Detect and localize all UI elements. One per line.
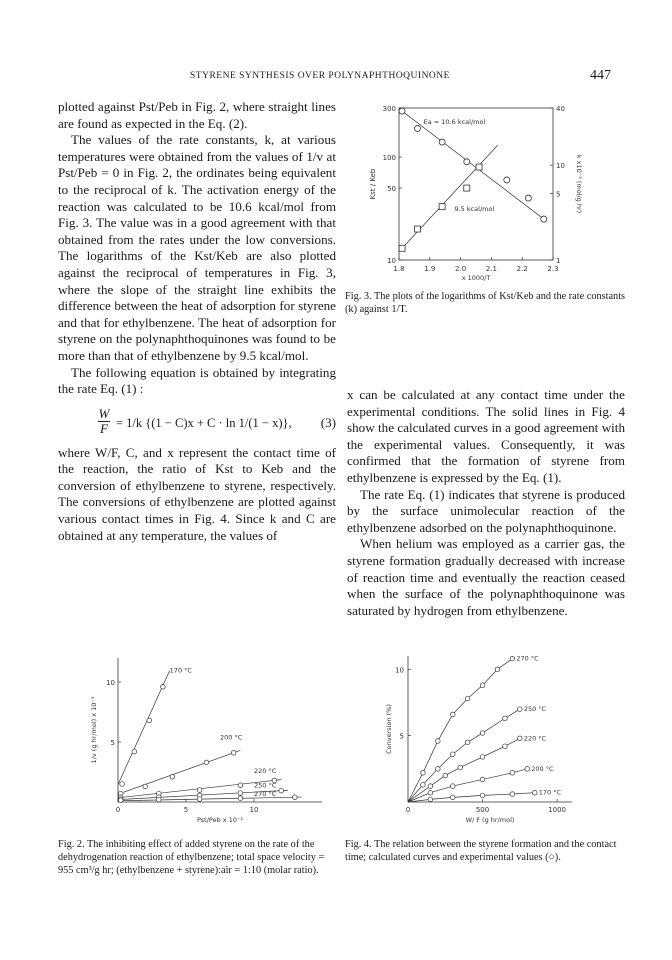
fig2-point	[231, 751, 236, 756]
fig2-point	[293, 795, 298, 800]
fig4-point	[450, 752, 455, 757]
fig4-point	[525, 767, 530, 772]
fig4-point	[428, 784, 433, 789]
fig4-point	[518, 707, 523, 712]
fig4-point	[450, 784, 455, 789]
fig2-point	[170, 775, 175, 780]
fig3-y-tick-label: 10	[387, 257, 396, 265]
fig4-point	[495, 667, 500, 672]
fig3-point-circle	[414, 125, 420, 131]
fig3-point-square	[399, 245, 405, 251]
fig3-x-tick-label: 1.9	[424, 265, 436, 273]
figure-2-chart	[82, 650, 342, 835]
figure-4-caption: Fig. 4. The relation between the styrene formation and the contact time; calculated curves and experimental values (○).	[345, 839, 617, 863]
fig4-series-label: 220 °C	[523, 734, 547, 743]
fig3-point-circle	[464, 159, 470, 165]
fig2-point	[204, 760, 209, 765]
fig4-y-tick-label: 10	[395, 666, 404, 675]
fig4-y-axis-label: Conversion (%)	[385, 704, 393, 754]
fig4-point	[518, 736, 523, 741]
fig2-y-tick-label: 5	[110, 739, 115, 747]
fig2-series-label: 220 °C	[254, 767, 277, 776]
fig4-point	[458, 765, 463, 770]
fig3-plot-frame	[399, 108, 553, 260]
fig3-y2-tick-label: 1	[556, 257, 561, 265]
fig3-point-square	[464, 185, 470, 191]
fig4-point	[443, 773, 448, 778]
fig3-point-circle	[541, 216, 547, 222]
fig2-point	[197, 797, 202, 802]
fig3-x-axis-label: x 1000/T	[461, 274, 491, 282]
fig4-series-label: 170 °C	[538, 788, 561, 797]
equation-rhs: = 1/k {(1 − C)x + C · ln 1/(1 − x)},	[116, 415, 292, 430]
fig4-point	[510, 656, 515, 661]
fig4-point	[532, 790, 537, 795]
fig2-point	[238, 791, 243, 796]
fig3-y-tick-label: 50	[387, 185, 396, 194]
fig4-point	[428, 790, 433, 795]
fig2-x-tick-label: 10	[249, 806, 259, 814]
fig4-point	[510, 771, 515, 776]
fig4-point	[450, 795, 455, 800]
fig3-annotation-ea: Ea = 10.6 kcal/mol	[423, 117, 486, 126]
right-paragraph-2: The rate Eq. (1) indicates that styrene is produced by the surface unimolecular reaction of the ethylbenzene adsorbed on the polynaphthoquinone.	[347, 486, 625, 535]
fig4-x-axis-label: W/ F (g hr/mol)	[465, 816, 515, 824]
fig2-x-tick-label: 0	[115, 806, 121, 814]
fig4-curve	[408, 709, 520, 802]
fig3-y2-tick-label: 5	[556, 190, 561, 199]
equation-3	[58, 407, 336, 437]
fig3-x-tick-label: 2.3	[547, 265, 559, 273]
equation-lhs-num: W	[98, 405, 110, 421]
fig4-point	[480, 755, 485, 760]
fig4-point	[436, 739, 441, 744]
fig4-point	[465, 696, 470, 701]
fig4-series-label: 270 °C	[516, 654, 539, 663]
right-column	[347, 387, 625, 619]
fig3-point-square	[439, 204, 445, 210]
fig3-y-tick-label: 100	[382, 154, 396, 163]
fig4-x-tick-label: 0	[405, 806, 411, 814]
fig3-point-square	[476, 164, 482, 170]
fig4-x-tick-label: 1000	[548, 806, 567, 814]
left-paragraph-2: The values of the rate constants, k, at various temperatures were obtained from the values of 1/v at Pst/Peb = 0 in Fig. 2, the ordinates being equivalent to the reciprocal of k. The activation energy of the reaction was calculated to be 10.6 kcal/mol from Fig. 3. The value was in a good agreement with that obtained from the rates under the low conversions. The logarithms of the Kst/Keb are also plotted against the reciprocal of temperatures in Fig. 3, where the slope of the straight line exhibits the difference between the heat of adsorption for styrene and that for ethylbenzene. The heat of adsorption for styrene on the polynaphthoquinones was found to be more than that of ethylbenzene by 9.5 kcal/mol.	[58, 132, 336, 363]
figure-3-chart	[355, 100, 615, 285]
fig2-point	[161, 685, 166, 690]
fig4-point	[465, 740, 470, 745]
fig4-point	[480, 683, 485, 688]
fig3-point-circle	[439, 139, 445, 145]
fig3-y-tick-label: 300	[382, 105, 396, 113]
right-paragraph-3: When helium was employed as a carrier gas, the styrene formation gradually decreased with increase of reaction time and eventually the reaction ceased when the surface of the polynaphthoquinone was saturated by hydrogen from ethylbenzene.	[347, 536, 625, 618]
fig2-point	[238, 783, 243, 788]
fig3-point-square	[414, 226, 420, 232]
figure-2-caption: Fig. 2. The inhibiting effect of added styrene on the rate of the dehydrogenation reaction of ethylbenzene; total space velocity = 955 cm³/g hr; (ethylbenzene + styrene):air = 1:10 (molar ratio).	[58, 839, 325, 876]
fig4-curve	[408, 659, 512, 802]
fig2-point	[279, 788, 284, 793]
figure-4-chart	[382, 650, 582, 835]
fig2-point	[120, 782, 125, 787]
fig4-x-tick-label: 500	[475, 806, 490, 814]
fig2-series-label: 250 °C	[254, 781, 277, 790]
fig2-point	[118, 798, 123, 803]
fig3-annotation-heat: 9.5 kcal/mol	[454, 204, 495, 213]
fig4-point	[480, 777, 485, 782]
fig2-series-line	[118, 750, 240, 794]
fig4-series-label: 200 °C	[531, 764, 554, 773]
fig4-point	[503, 744, 508, 749]
fig2-x-axis-label: Pst/Peb x 10⁻²	[196, 816, 244, 824]
fig4-point	[428, 797, 433, 802]
running-title: STYRENE SYNTHESIS OVER POLYNAPHTHOQUINONE	[190, 71, 450, 81]
fig2-point	[143, 784, 148, 789]
fig3-fit-line-ratio	[402, 145, 497, 248]
fig4-point	[450, 712, 455, 717]
fig3-x-tick-label: 2.2	[516, 265, 528, 273]
fig2-point	[132, 749, 137, 754]
fig3-y2-tick-label: 10	[556, 162, 565, 171]
fig3-point-circle	[504, 177, 510, 183]
left-paragraph-4: where W/F, C, and x represent the contact time of the reaction, the ratio of Kst to Keb and the conversion of ethylbenzene to styrene, respectively. The conversions of ethylbenzene are plotted against various contact times in Fig. 4. Since k and C are obtained at any temperature, the values of	[58, 444, 336, 543]
page-number: 447	[590, 68, 611, 83]
fig4-point	[421, 771, 426, 776]
fig4-point	[510, 792, 515, 797]
fig3-y2-axis-label: k x10⁻³ (mol/g hr)	[575, 154, 583, 214]
figure-3-caption: Fig. 3. The plots of the logarithms of Kst/Keb and the rate constants (k) against 1/T.	[345, 291, 626, 315]
fig4-point	[421, 782, 426, 787]
fig3-fit-line-k	[402, 111, 544, 219]
equation-number: (3)	[320, 414, 336, 430]
fig3-x-tick-label: 2.0	[455, 265, 467, 273]
fig4-point	[436, 767, 441, 772]
fig2-point	[238, 796, 243, 801]
fig3-point-circle	[399, 108, 405, 114]
fig3-x-tick-label: 1.8	[393, 265, 405, 273]
left-paragraph-3: The following equation is obtained by integrating the rate Eq. (1) :	[58, 364, 336, 397]
fig2-y-axis-label: 1/v (g hr/mol) x 10⁻³	[90, 696, 98, 764]
fig4-point	[503, 716, 508, 721]
fig2-point	[157, 797, 162, 802]
fig4-curve	[408, 769, 527, 802]
fig2-x-tick-label: 5	[183, 806, 189, 814]
left-paragraph-1: plotted against Pst/Peb in Fig. 2, where straight lines are found as expected in the Eq. (2).	[58, 99, 336, 131]
equation-lhs-den: F	[100, 420, 108, 436]
fig4-y-tick-label: 5	[399, 732, 404, 741]
right-paragraph-1: x can be calculated at any contact time under the experimental conditions. The solid lines in Fig. 4 show the calculated curves in a good agreement with the experimental values. Consequently, it was confirmed that the formation of styrene from ethylbenzene is expressed by the Eq. (1).	[347, 387, 625, 485]
fig4-series-label: 250 °C	[523, 705, 547, 714]
fig3-y2-tick-label: 40	[556, 105, 565, 113]
fig2-series-label: 270 °C	[254, 790, 277, 798]
fig2-series-label: 200 °C	[220, 733, 243, 742]
fig2-series-label: 170 °C	[169, 666, 192, 675]
fig2-point	[197, 788, 202, 793]
fig2-y-tick-label: 10	[106, 679, 115, 687]
fig4-point	[480, 793, 485, 798]
fig3-point-circle	[525, 195, 531, 201]
fig3-y-axis-label: Kst / Keb	[369, 168, 377, 200]
fig3-x-tick-label: 2.1	[485, 265, 497, 273]
fig4-point	[480, 731, 485, 736]
fig2-point	[147, 718, 152, 723]
left-column	[58, 99, 336, 544]
